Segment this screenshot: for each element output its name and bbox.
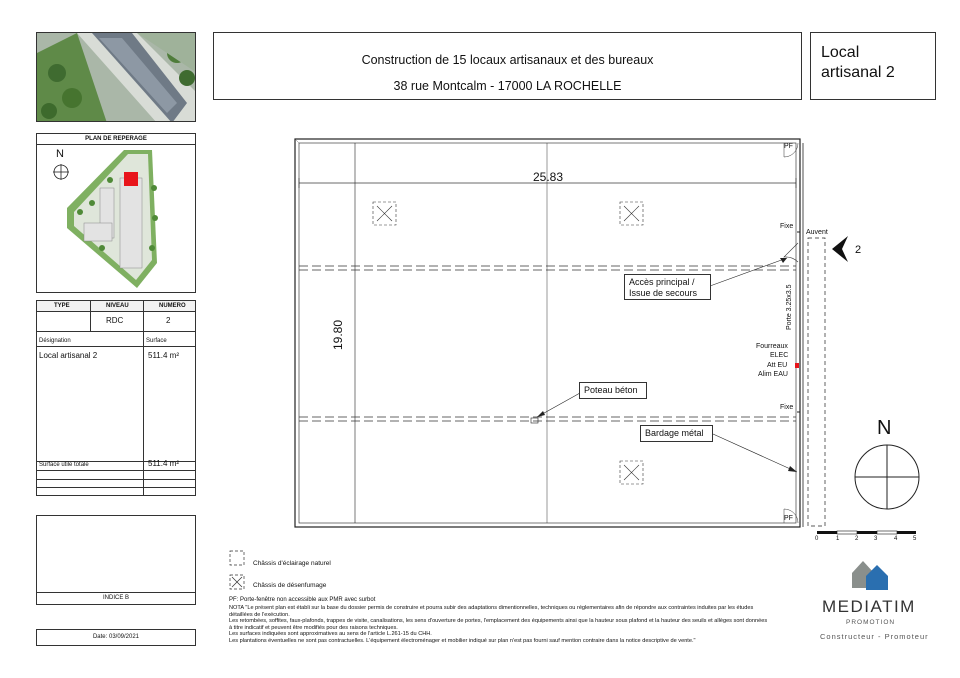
surface-value: 511.4 m² xyxy=(148,351,179,360)
date-label: Date: 03/09/2021 xyxy=(92,634,140,640)
scale-label-4: 4 xyxy=(894,536,898,542)
poteau-label: Poteau béton xyxy=(584,385,638,395)
designation-value: Local artisanal 2 xyxy=(39,351,98,360)
pf-bottom-label: PF xyxy=(784,515,793,522)
brand-logo-icon xyxy=(852,561,888,590)
total-label: Surface utile totale xyxy=(39,462,89,468)
info-header-type: TYPE xyxy=(54,303,70,309)
scale-label-0: 0 xyxy=(815,536,819,542)
surface-label: Surface xyxy=(146,338,167,344)
brand-tagline: Constructeur - Promoteur xyxy=(820,632,929,641)
reperage-north-label: N xyxy=(56,148,64,160)
north-compass-icon xyxy=(855,445,919,509)
info-header-niveau: NIVEAU xyxy=(106,303,129,309)
scale-label-3: 3 xyxy=(874,536,878,542)
legend-nota xyxy=(229,605,799,645)
north-label: N xyxy=(877,417,892,439)
acces-callout xyxy=(624,274,711,300)
fixe-top-label: Fixe xyxy=(780,223,794,230)
designation-label: Désignation xyxy=(39,338,71,344)
smoke-vent-icon xyxy=(373,202,396,225)
width-dimension: 25.83 xyxy=(533,170,564,184)
scale-label-5: 5 xyxy=(913,536,917,542)
scale-bar xyxy=(817,531,916,534)
legend-pf-note: PF: Porte-fenêtre non accessible aux PMR avec surbot xyxy=(229,597,376,603)
header-line-2: 38 rue Montcalm - 17000 LA ROCHELLE xyxy=(393,79,622,93)
acces-line-1: Accès principal / xyxy=(629,277,695,287)
fourreaux-line-2: ELEC xyxy=(770,352,789,359)
nota-line: NOTA "Le présent plan est établi sur la base du dossier permis de construire et pourra subir des adaptations dimentionnelles, techniques ou réglementaires afin de répondre aux contraintes induites par les études xyxy=(229,605,754,611)
pf-top-label: PF xyxy=(784,143,793,150)
view-number: 2 xyxy=(855,244,862,256)
total-value: 511.4 m² xyxy=(148,459,179,468)
fixe-bottom-label: Fixe xyxy=(780,404,794,411)
nota-line: détaillées de l'exécution. xyxy=(229,611,290,618)
info-header-numero: NUMERO xyxy=(159,303,186,309)
indice-label: INDICE B xyxy=(102,595,129,601)
fourreaux-line-1: Fourreaux xyxy=(756,343,788,350)
legend-eclairage-icon xyxy=(230,551,244,565)
smoke-vent-icon xyxy=(620,202,643,225)
fourreaux-line-4: Alim EAU xyxy=(758,371,788,378)
legend-desenfumage-icon xyxy=(230,575,244,589)
fourreaux-line-3: Att EU xyxy=(767,362,788,369)
nota-line: Les plantations éventuelles ne sont pas contractuelles. L'équipement électroménager et mobilier indiqué sur plan n'est pas fourni sauf mention contraire dans la notice descriptive de vente." xyxy=(229,637,696,644)
nota-line: Les surfaces indiquées sont approximatives au sens de l'article L.261-15 du CHH. xyxy=(229,631,432,638)
acces-line-2: Issue de secours xyxy=(629,288,698,298)
local-label-line-2: artisanal 2 xyxy=(821,64,895,81)
bardage-label: Bardage métal xyxy=(645,428,704,438)
plan-reperage-title: PLAN DE REPERAGE xyxy=(85,136,147,142)
scale-label-1: 1 xyxy=(836,536,840,542)
header-line-1: Construction de 15 locaux artisanaux et des bureaux xyxy=(361,53,654,67)
local-label-line-1: Local xyxy=(821,44,860,61)
legend-desenfumage: Châssis de désenfumage xyxy=(253,582,327,589)
brand-name: MEDIATIM xyxy=(822,597,916,616)
scale-label-2: 2 xyxy=(855,536,859,542)
height-dimension: 19.80 xyxy=(331,319,345,350)
nota-line: Les retombées, soffites, faux-plafonds, trappes de visite, canalisations, les sens d'ouverture de portes, l'emplacement des équipements ainsi que la hauteur sous plafond et la hauteur des seuils et allèges sont données xyxy=(229,618,768,625)
info-value-numero: 2 xyxy=(166,316,171,325)
brand-sub: PROMOTION xyxy=(846,619,896,626)
bardage-callout xyxy=(640,425,713,442)
nota-line: à titre indicatif et peuvent être modifiés pour des raisons techniques. xyxy=(229,624,398,631)
legend-eclairage: Châssis d'éclairage naturel xyxy=(253,560,331,567)
view-arrow-icon xyxy=(832,236,848,262)
poteau-callout xyxy=(579,382,647,399)
porte-label: Porte 3.25x3.5 xyxy=(786,284,793,330)
auvent-label: Auvent xyxy=(806,229,828,236)
smoke-vent-icon xyxy=(620,461,643,484)
info-value-niveau: RDC xyxy=(106,316,124,325)
